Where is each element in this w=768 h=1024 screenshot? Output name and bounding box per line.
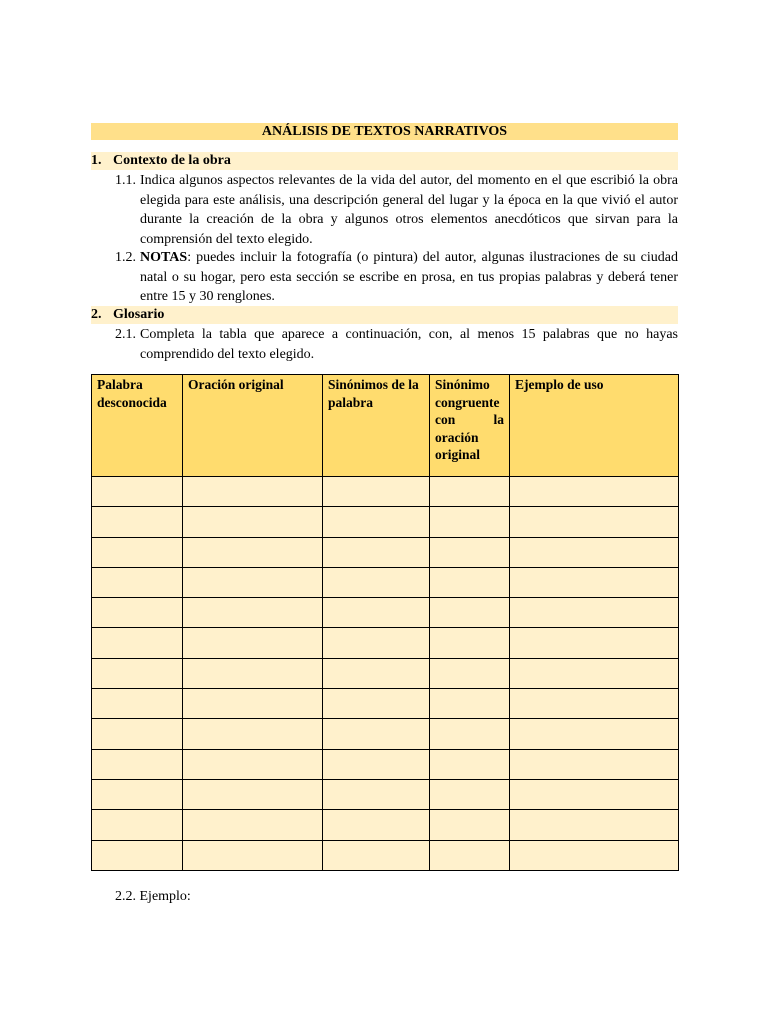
table-cell[interactable] [323,537,430,567]
section-heading-glosario [91,306,678,324]
header-sinonimos: Sinónimos de la palabra [323,375,430,477]
header-palabra-desconocida: Palabra desconocida [92,375,183,477]
table-cell[interactable] [430,567,510,597]
table-cell[interactable] [323,810,430,840]
table-cell[interactable] [323,749,430,779]
table-cell[interactable] [510,719,679,749]
list-item-2-2 [115,887,191,906]
table-cell[interactable] [323,719,430,749]
table-cell[interactable] [183,689,323,719]
table-cell[interactable] [183,719,323,749]
table-row [92,507,679,537]
table-cell[interactable] [92,840,183,870]
list-item-1-1 [115,171,678,249]
table-cell[interactable] [183,477,323,507]
table-cell[interactable] [510,567,679,597]
table-cell[interactable] [430,477,510,507]
table-cell[interactable] [430,507,510,537]
table-cell[interactable] [92,658,183,688]
table-cell[interactable] [510,689,679,719]
table-cell[interactable] [430,749,510,779]
table-row [92,749,679,779]
table-cell[interactable] [92,779,183,809]
table-row [92,810,679,840]
item-text: Indica algunos aspectos relevantes de la vida del autor, del momento en el que escribió la obra elegida para este análisis, una descripción general del lugar y la época en la que vivió el autor durante la creación de la obra y algunos otros elementos anecdóticos que sirvan para la comprensión del texto elegido. [140,173,678,247]
item-number: 1.1. [115,173,136,188]
table-cell[interactable] [430,719,510,749]
item-text [140,248,678,307]
table-cell[interactable] [92,567,183,597]
item-text: Ejemplo: [139,889,191,904]
table-cell[interactable] [183,810,323,840]
table-header-row [92,375,679,477]
section-heading-contexto [91,152,678,170]
table-cell[interactable] [183,598,323,628]
table-row [92,719,679,749]
table-cell[interactable] [430,658,510,688]
table-cell[interactable] [430,598,510,628]
table-cell[interactable] [323,507,430,537]
table-row [92,598,679,628]
section-title: Glosario [113,307,165,322]
table-cell[interactable] [323,840,430,870]
table-cell[interactable] [323,689,430,719]
list-item-2-1 [115,325,678,364]
document-title: ANÁLISIS DE TEXTOS NARRATIVOS [91,123,678,140]
table-cell[interactable] [183,779,323,809]
item-number: 1.2. [115,250,136,265]
table-row [92,689,679,719]
table-cell[interactable] [510,779,679,809]
item-number: 2.1. [115,327,136,342]
header-sinonimo-congruente: Sinónimo congruente con la oración original [430,375,510,477]
section-title: Contexto de la obra [113,153,231,168]
table-cell[interactable] [92,628,183,658]
table-cell[interactable] [183,507,323,537]
table-cell[interactable] [92,749,183,779]
table-cell[interactable] [183,567,323,597]
section-number: 2. [91,307,102,322]
table-cell[interactable] [92,719,183,749]
table-cell[interactable] [430,810,510,840]
table-row [92,477,679,507]
item-number: 2.2. [115,889,136,904]
table-cell[interactable] [430,628,510,658]
table-body [92,477,679,871]
table-cell[interactable] [430,537,510,567]
table-cell[interactable] [510,628,679,658]
table-row [92,567,679,597]
table-cell[interactable] [183,537,323,567]
notas-text: : puedes incluir la fotografía (o pintura) del autor, algunas ilustraciones de su ciudad natal o su hogar, pero esta sección se escribe en prosa, en tus propias palabras y deberá tener entre 15 y 30 renglones. [140,250,678,304]
table-cell[interactable] [510,507,679,537]
item-text: Completa la tabla que aparece a continuación, con, al menos 15 palabras que no hayas comprendido del texto elegido. [140,327,678,362]
section-number: 1. [91,153,102,168]
table-cell[interactable] [92,507,183,537]
table-cell[interactable] [183,749,323,779]
table-cell[interactable] [430,840,510,870]
glossary-table [91,374,679,871]
table-cell[interactable] [510,658,679,688]
table-cell[interactable] [510,840,679,870]
table-cell[interactable] [323,658,430,688]
table-row [92,840,679,870]
table-cell[interactable] [510,477,679,507]
table-cell[interactable] [323,477,430,507]
table-cell[interactable] [510,749,679,779]
table-cell[interactable] [92,537,183,567]
table-row [92,779,679,809]
table-row [92,628,679,658]
table-cell[interactable] [430,689,510,719]
notas-label: NOTAS [140,250,188,265]
table-cell[interactable] [92,689,183,719]
list-item-1-2 [115,248,678,307]
table-cell[interactable] [510,537,679,567]
table-cell[interactable] [92,598,183,628]
table-cell[interactable] [510,810,679,840]
table-cell[interactable] [183,628,323,658]
table-cell[interactable] [92,477,183,507]
table-cell[interactable] [323,628,430,658]
table-cell[interactable] [183,840,323,870]
table-cell[interactable] [323,779,430,809]
table-cell[interactable] [92,810,183,840]
table-cell[interactable] [510,598,679,628]
table-cell[interactable] [323,567,430,597]
table-row [92,658,679,688]
header-ejemplo-de-uso: Ejemplo de uso [510,375,679,477]
table-cell[interactable] [323,598,430,628]
table-row [92,537,679,567]
header-oracion-original: Oración original [183,375,323,477]
table-cell[interactable] [183,658,323,688]
table-cell[interactable] [430,779,510,809]
